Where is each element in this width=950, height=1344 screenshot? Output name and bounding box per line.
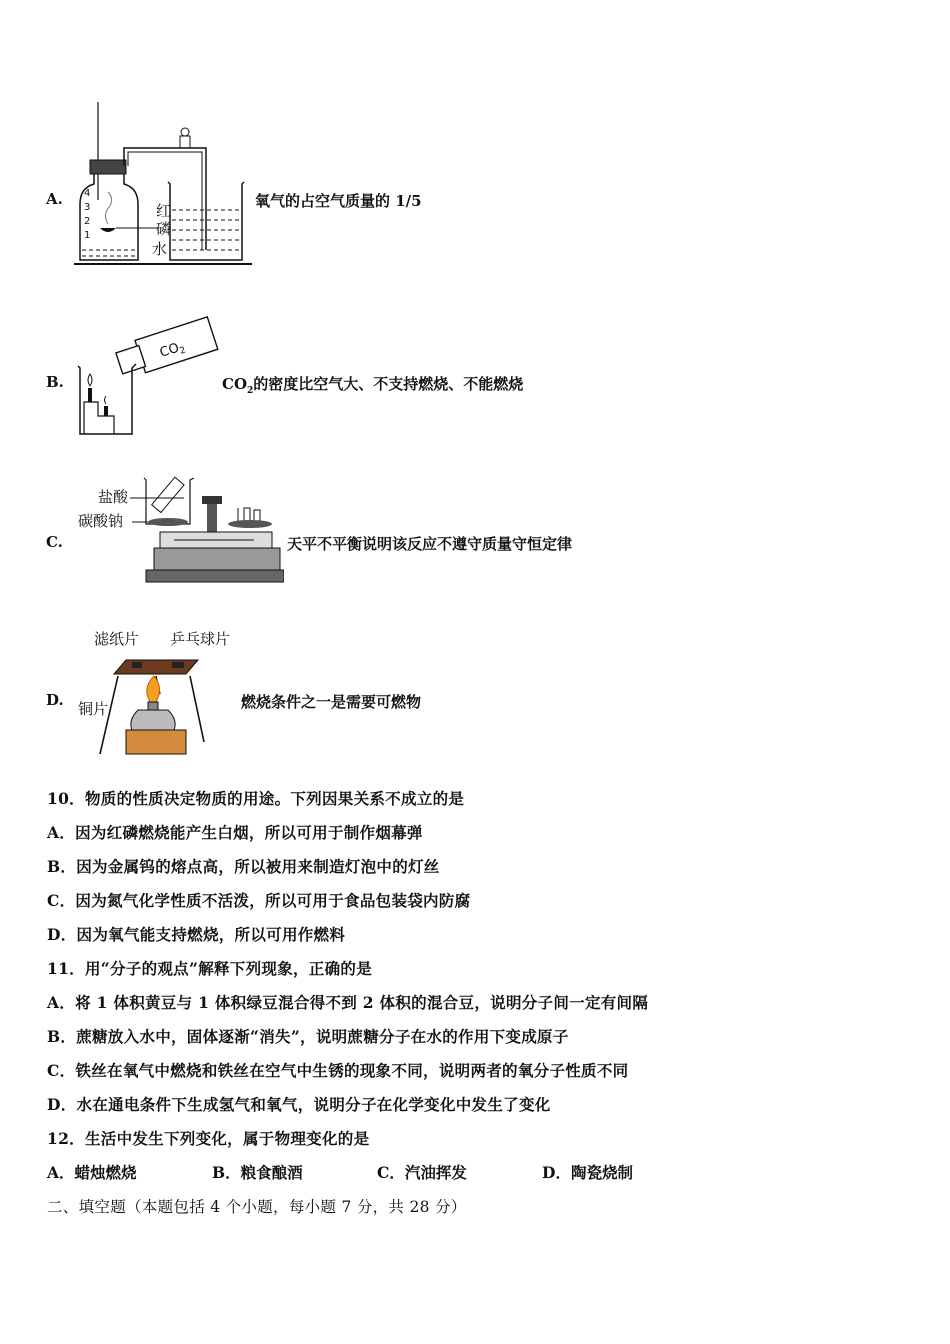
option-a-statement: 氧气的占空气质量的 1/5: [255, 192, 422, 210]
label-sodium-carbonate: 碳酸钠: [78, 512, 124, 530]
bottle-scale-marks: [84, 188, 90, 241]
question-11-option-d: D．水在通电条件下生成氢气和氧气，说明分子在化学变化中发生了变化: [47, 1095, 551, 1114]
question-11-stem: 11．用“分子的观点”解释下列现象，正确的是: [47, 959, 373, 978]
label-red: 红: [156, 202, 172, 220]
option-d-letter: D.: [46, 691, 64, 709]
option-b-statement: $CO_2$的密度比空气大、不支持燃烧、不能燃烧: [222, 375, 524, 396]
option-a-letter: A.: [46, 190, 63, 208]
question-10-option-a: A．因为红磷燃烧能产生白烟，所以可用于制作烟幕弹: [47, 823, 423, 842]
question-10-stem: 10．物质的性质决定物质的用途。下列因果关系不成立的是: [47, 789, 465, 808]
question-10-option-c: C．因为氮气化学性质不活泼，所以可用于食品包装袋内防腐: [47, 891, 471, 910]
question-12-option-a: A．蜡烛燃烧: [47, 1163, 137, 1182]
label-water: 水: [152, 240, 168, 258]
label-filter-paper: 滤纸片: [94, 630, 140, 648]
red-phosphorus-oxygen-apparatus-figure: [70, 100, 260, 270]
scale-mark: 2: [84, 216, 91, 227]
balance-reaction-figure: [74, 474, 284, 592]
label-hydrochloric-acid: 盐酸: [98, 488, 129, 506]
question-12-option-d: D．陶瓷烧制: [542, 1163, 633, 1182]
section-2-heading: 二、填空题（本题包括 4 个小题，每小题 7 分，共 28 分）: [47, 1198, 467, 1216]
scale-mark: 3: [84, 202, 91, 213]
combustion-condition-figure: [74, 624, 254, 760]
option-c-statement: 天平不平衡说明该反应不遵守质量守恒定律: [287, 535, 573, 553]
label-copper-sheet: 铜片: [78, 700, 109, 718]
scale-mark: 1: [84, 230, 91, 241]
label-phosphorus: 磷: [156, 220, 172, 238]
label-ping-pong-piece: 乒乓球片: [170, 630, 231, 648]
question-12-option-b: B．粮食酿酒: [212, 1163, 303, 1182]
question-11-option-a: A．将 1 体积黄豆与 1 体积绿豆混合得不到 2 体积的混合豆，说明分子间一定有间隔: [47, 993, 649, 1012]
question-12-option-c: C．汽油挥发: [377, 1163, 467, 1182]
co2-pouring-beaker-figure: [74, 312, 224, 440]
question-11-option-b: B．蔗糖放入水中，固体逐渐“消失”，说明蔗糖分子在水的作用下变成原子: [47, 1027, 569, 1046]
question-10-option-b: B．因为金属钨的熔点高，所以被用来制造灯泡中的灯丝: [47, 857, 440, 876]
option-d-statement: 燃烧条件之一是需要可燃物: [241, 693, 422, 711]
co2-bottle-label: $CO_2$: [158, 340, 188, 361]
question-12-stem: 12．生活中发生下列变化，属于物理变化的是: [47, 1129, 370, 1148]
option-c-letter: C.: [46, 533, 63, 551]
question-11-option-c: C．铁丝在氧气中燃烧和铁丝在空气中生锈的现象不同，说明两者的氧分子性质不同: [47, 1061, 629, 1080]
option-b-letter: B.: [46, 373, 64, 391]
question-10-option-d: D．因为氧气能支持燃烧，所以可用作燃料: [47, 925, 346, 944]
scale-mark: 4: [84, 188, 91, 199]
